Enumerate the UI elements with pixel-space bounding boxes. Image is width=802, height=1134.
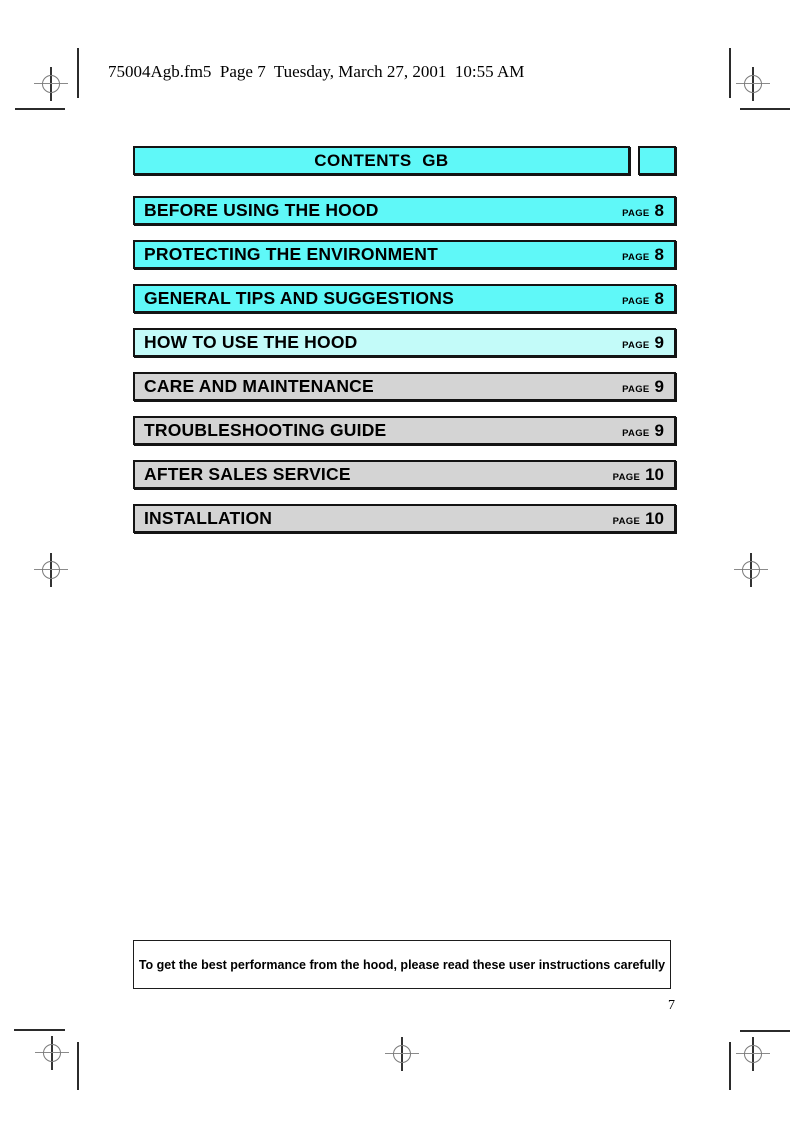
- note-box: [133, 940, 671, 989]
- section-title: GENERAL TIPS AND SUGGESTIONS: [144, 288, 454, 308]
- page-reference: [622, 201, 664, 221]
- registration-crosshair-icon: [734, 553, 768, 587]
- crop-line-bottom-left-horizontal: [14, 1029, 65, 1031]
- section-title: BEFORE USING THE HOOD: [144, 200, 379, 220]
- page-word: PAGE: [612, 515, 641, 527]
- page-ref-number: 9: [654, 420, 664, 440]
- section-title: AFTER SALES SERVICE: [144, 464, 351, 484]
- note-text: To get the best performance from the hood, please read these user instructions carefully: [138, 957, 666, 972]
- page-word: PAGE: [622, 383, 650, 395]
- page-ref-number: 8: [654, 288, 664, 308]
- contents-side-box: [638, 146, 676, 175]
- section-title: CARE AND MAINTENANCE: [144, 376, 374, 396]
- contents-title-bar: CONTENTS GB: [133, 146, 630, 175]
- page-ref-number: 10: [645, 508, 664, 528]
- crop-line-bottom-right-horizontal: [740, 1030, 790, 1032]
- contents-row: [133, 504, 676, 533]
- page-ref-number: 9: [654, 332, 664, 352]
- page-word: PAGE: [622, 339, 650, 351]
- contents-row: [133, 372, 676, 401]
- page-reference: [622, 333, 664, 353]
- page-reference: [622, 289, 664, 309]
- page-number: 7: [668, 998, 675, 1013]
- page-word: PAGE: [622, 251, 650, 263]
- page-reference: [613, 509, 664, 529]
- section-title: INSTALLATION: [144, 508, 273, 528]
- page-reference: [622, 377, 664, 397]
- page-word: PAGE: [622, 295, 650, 307]
- contents-row: [133, 328, 676, 357]
- registration-crosshair-icon: [35, 1036, 69, 1070]
- section-title: TROUBLESHOOTING GUIDE: [144, 420, 387, 440]
- contents-row: [133, 416, 676, 445]
- contents-row: [133, 196, 676, 225]
- registration-crosshair-icon: [736, 67, 770, 101]
- contents-row: [133, 284, 676, 313]
- page-ref-number: 8: [654, 244, 664, 264]
- crop-line-top-left-vertical: [77, 48, 79, 98]
- registration-crosshair-icon: [34, 553, 68, 587]
- page-reference: [613, 465, 664, 485]
- page-ref-number: 10: [645, 464, 664, 484]
- contents-row: [133, 460, 676, 489]
- contents-list: [133, 196, 676, 548]
- page-word: PAGE: [622, 207, 650, 219]
- section-title: HOW TO USE THE HOOD: [144, 332, 358, 352]
- document-header-line: 75004Agb.fm5 Page 7 Tuesday, March 27, 2001 10:55 AM: [108, 62, 525, 81]
- page-ref-number: 8: [654, 200, 664, 220]
- crop-line-top-right-vertical: [729, 48, 731, 98]
- registration-crosshair-icon: [736, 1037, 770, 1071]
- crop-line-bottom-left-vertical: [77, 1042, 79, 1090]
- page-reference: [622, 421, 664, 441]
- page-reference: [622, 245, 664, 265]
- section-title: PROTECTING THE ENVIRONMENT: [144, 244, 438, 264]
- registration-crosshair-icon: [385, 1037, 419, 1071]
- page-ref-number: 9: [654, 376, 664, 396]
- registration-crosshair-icon: [34, 67, 68, 101]
- contents-row: [133, 240, 676, 269]
- page-word: PAGE: [612, 471, 641, 483]
- crop-line-bottom-right-vertical: [729, 1042, 731, 1090]
- crop-line-top-left-horizontal: [15, 108, 65, 110]
- page-word: PAGE: [622, 427, 650, 439]
- crop-line-top-right-horizontal: [740, 108, 790, 110]
